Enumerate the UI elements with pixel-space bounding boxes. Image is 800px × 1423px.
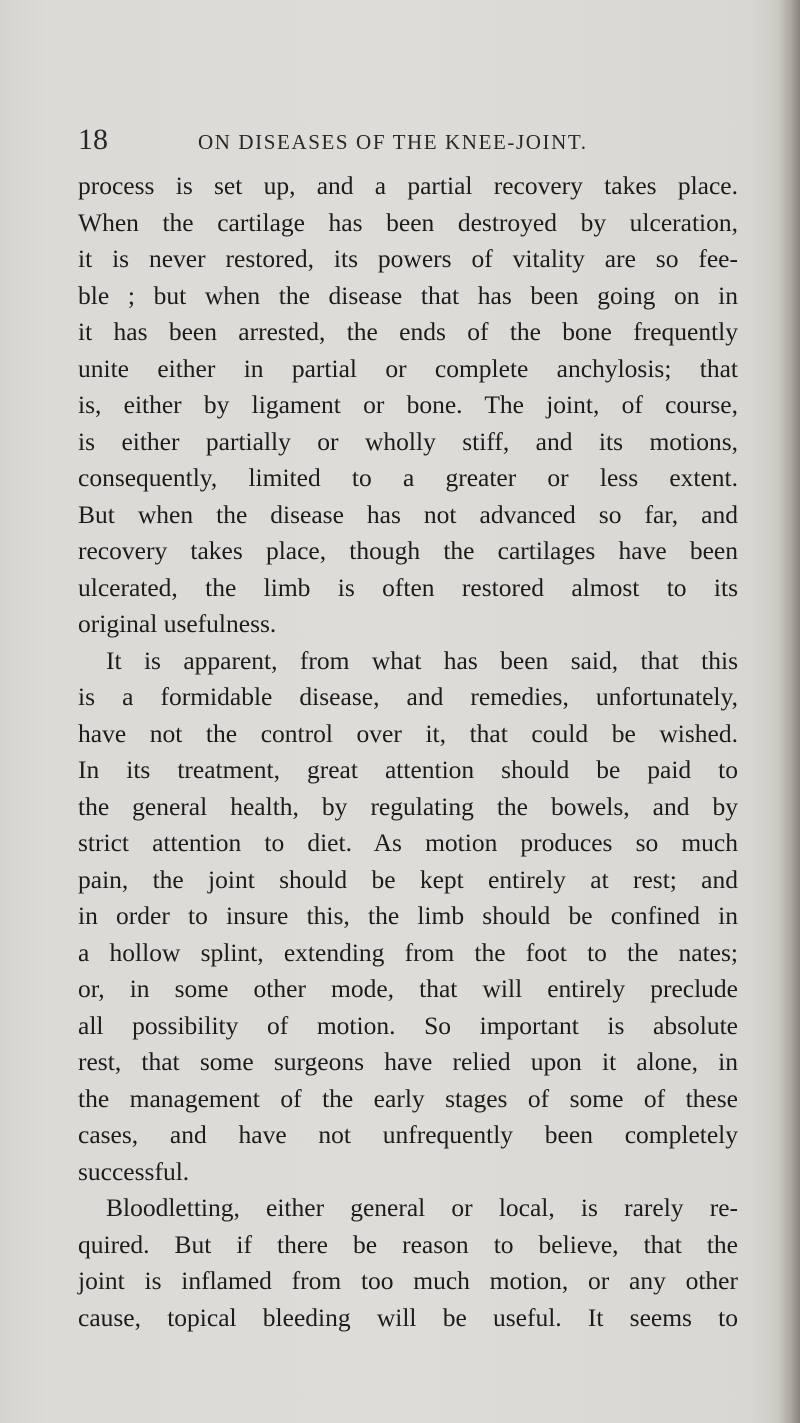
text-line: is a formidable disease, and remedies, unfortunately, [78,682,738,711]
running-head: ON DISEASES OF THE KNEE-JOINT. [198,130,588,154]
page-header [78,118,738,162]
text-line: quired. But if there be reason to believe, that the [78,1229,738,1259]
text-line: unite either in partial or complete anchylosis; that [78,353,738,383]
body-text [78,168,738,1336]
text-line: consequently, limited to a greater or less extent. [78,463,738,492]
text-line: In its treatment, great attention should be paid to [78,755,738,784]
text-line: When the cartilage has been destroyed by ulceration, [78,207,738,237]
text-line: it is never restored, its powers of vitality are so fee- [78,244,738,273]
text-line: cause, topical bleeding will be useful. It seems to [78,1302,738,1332]
text-line: It is apparent, from what has been said, that this [106,645,738,675]
text-line: is either partially or wholly stiff, and its motions, [78,426,738,456]
text-line: cases, and have not unfrequently been completely [78,1120,738,1149]
text-line: is, either by ligament or bone. The joint, of course, [78,390,738,419]
text-line: a hollow splint, extending from the foot to the nates; [78,937,738,967]
text-line: ble ; but when the disease that has been going on in [78,280,738,310]
text-line: in order to insure this, the limb should be confined in [78,901,738,930]
text-line: have not the control over it, that could be wished. [78,718,738,748]
text-line: the management of the early stages of some of these [78,1083,738,1113]
text-line: or, in some other mode, that will entirely preclude [78,974,738,1003]
text-line: successful. [78,1156,190,1186]
text-line: Bloodletting, either general or local, is rarely re- [106,1193,738,1222]
text-line: ulcerated, the limb is often restored almost to its [78,572,738,602]
text-line: recovery takes place, though the cartilages have been [78,536,738,565]
text-line: rest, that some surgeons have relied upon it alone, in [78,1047,738,1076]
text-line: the general health, by regulating the bowels, and by [78,791,738,821]
page-edge-shadow [778,0,800,1423]
text-line: pain, the joint should be kept entirely at rest; and [78,864,738,894]
text-line: But when the disease has not advanced so far, and [78,499,738,529]
page-number: 18 [78,123,108,156]
text-line: strict attention to diet. As motion produces so much [78,828,738,857]
text-line: joint is inflamed from too much motion, or any other [78,1266,738,1295]
text-line: original usefulness. [78,609,277,638]
text-line: all possibility of motion. So important is absolute [78,1010,738,1040]
text-line: it has been arrested, the ends of the bone frequently [78,317,738,346]
text-line: process is set up, and a partial recovery takes place. [78,171,738,200]
